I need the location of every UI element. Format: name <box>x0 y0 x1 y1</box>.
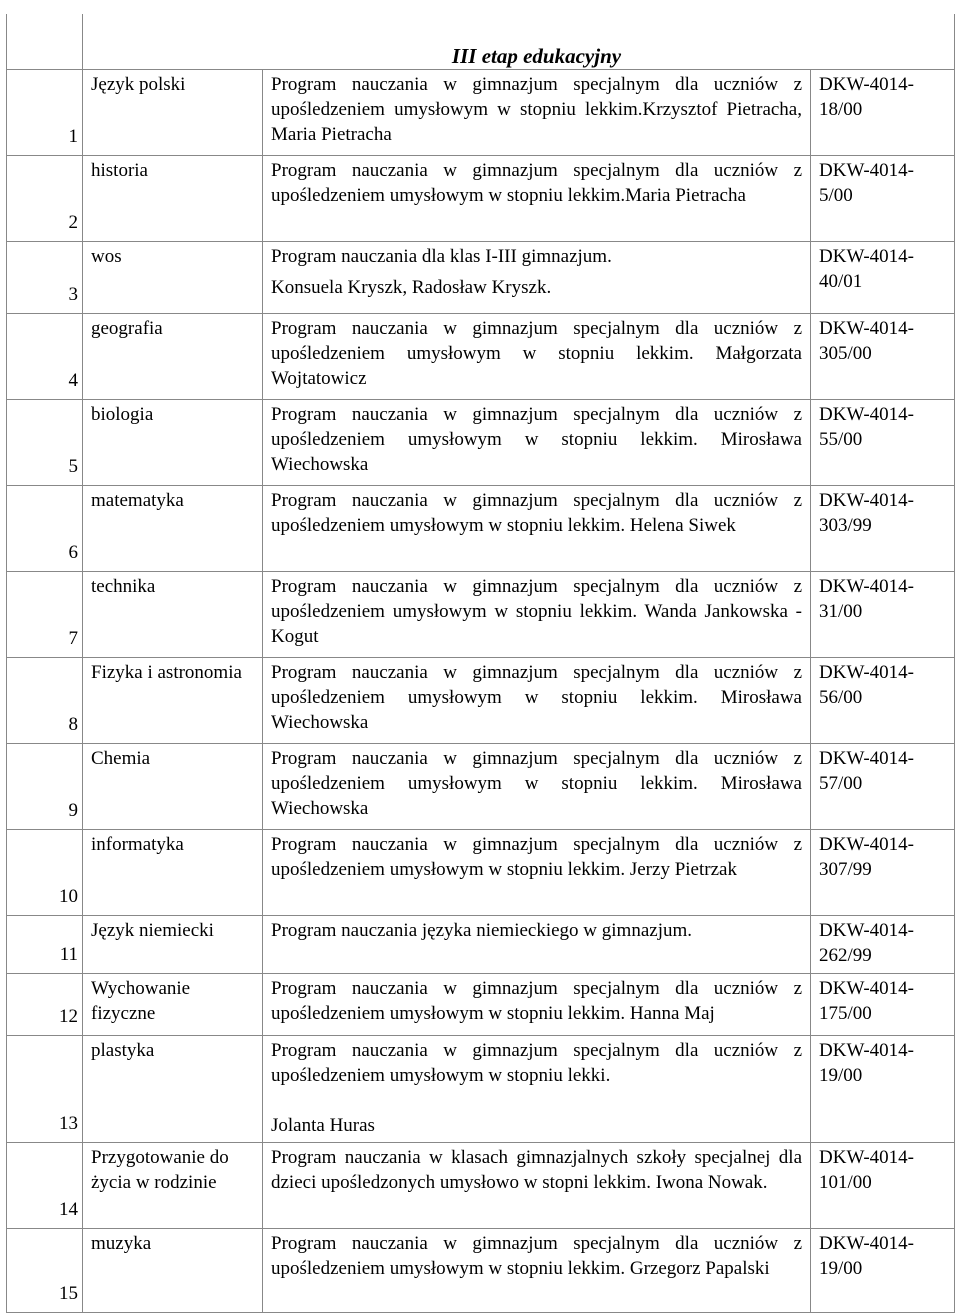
approval-number-cell <box>811 658 955 744</box>
row-number: 14 <box>7 1143 83 1229</box>
subject-name: matematyka <box>83 486 263 572</box>
curriculum-table <box>6 14 955 1313</box>
program-authors: Jolanta Huras <box>271 1115 375 1136</box>
subject-name: muzyka <box>83 1229 263 1313</box>
approval-number-suffix: 5/00 <box>819 185 853 206</box>
approval-number-suffix: 101/00 <box>819 1172 872 1193</box>
program-cell <box>263 70 811 156</box>
stage-title: III etap edukacyjny <box>263 14 811 70</box>
table-row <box>7 916 955 974</box>
subject-name: geografia <box>83 314 263 400</box>
table-row <box>7 744 955 830</box>
table-row <box>7 830 955 916</box>
approval-number-suffix: 40/01 <box>819 271 863 292</box>
program-cell <box>263 400 811 486</box>
row-number: 15 <box>7 1229 83 1313</box>
approval-number-prefix: DKW-4014- <box>819 404 914 425</box>
approval-number-prefix: DKW-4014- <box>819 662 914 683</box>
approval-number-prefix: DKW-4014- <box>819 1233 914 1254</box>
subject-name: Wychowanie fizyczne <box>83 974 263 1036</box>
approval-number-cell <box>811 974 955 1036</box>
subject-name: technika <box>83 572 263 658</box>
program-cell <box>263 744 811 830</box>
program-description: Program nauczania w gimnazjum specjalnym dla uczniów z upośledzeniem umysłowym w stopniu lekkim. Hanna Maj <box>271 978 802 1024</box>
approval-number-cell <box>811 400 955 486</box>
program-description: Program nauczania w gimnazjum specjalnym dla uczniów z upośledzeniem umysłowym w stopniu lekkim.Maria Pietracha <box>271 160 802 206</box>
approval-number-cell <box>811 830 955 916</box>
row-number: 8 <box>7 658 83 744</box>
approval-number-cell <box>811 1229 955 1313</box>
row-number: 13 <box>7 1036 83 1143</box>
approval-number-cell <box>811 916 955 974</box>
program-description: Program nauczania języka niemieckiego w gimnazjum. <box>271 920 693 941</box>
stage-title-row <box>7 14 955 70</box>
program-cell <box>263 314 811 400</box>
subject-name: wos <box>83 242 263 314</box>
table-row <box>7 486 955 572</box>
approval-number-prefix: DKW-4014- <box>819 576 914 597</box>
row-number: 3 <box>7 242 83 314</box>
program-cell <box>263 916 811 974</box>
row-number: 9 <box>7 744 83 830</box>
row-number: 5 <box>7 400 83 486</box>
table-row <box>7 400 955 486</box>
table-row <box>7 1036 955 1143</box>
approval-number-suffix: 18/00 <box>819 99 863 120</box>
program-cell <box>263 658 811 744</box>
program-description: Program nauczania w gimnazjum specjalnym dla uczniów z upośledzeniem umysłowym w stopniu lekkim. Mirosława Wiechowska <box>271 404 802 475</box>
table-row <box>7 572 955 658</box>
approval-number-suffix: 19/00 <box>819 1258 863 1279</box>
program-cell <box>263 1143 811 1229</box>
approval-number-suffix: 175/00 <box>819 1003 872 1024</box>
subject-name: Język niemiecki <box>83 916 263 974</box>
program-description: Program nauczania w gimnazjum specjalnym dla uczniów z upośledzeniem umysłowym w stopniu lekki. <box>271 1040 802 1086</box>
table-row <box>7 658 955 744</box>
program-description: Program nauczania w gimnazjum specjalnym dla uczniów z upośledzeniem umysłowym w stopniu lekkim.Krzysztof Pietracha, Maria Pietracha <box>271 74 802 145</box>
approval-number-cell <box>811 744 955 830</box>
subject-name: historia <box>83 156 263 242</box>
row-number: 10 <box>7 830 83 916</box>
program-description: Program nauczania w gimnazjum specjalnym dla uczniów z upośledzeniem umysłowym w stopniu lekkim. Helena Siwek <box>271 490 802 536</box>
program-description: Program nauczania w gimnazjum specjalnym dla uczniów z upośledzeniem umysłowym w stopniu lekkim. Grzegorz Papalski <box>271 1233 802 1279</box>
approval-number-cell <box>811 70 955 156</box>
approval-number-prefix: DKW-4014- <box>819 834 914 855</box>
table-row <box>7 70 955 156</box>
approval-number-cell <box>811 314 955 400</box>
table-row <box>7 156 955 242</box>
approval-number-prefix: DKW-4014- <box>819 920 914 941</box>
subject-name: plastyka <box>83 1036 263 1143</box>
approval-number-cell <box>811 572 955 658</box>
approval-number-suffix: 56/00 <box>819 687 863 708</box>
approval-number-cell <box>811 486 955 572</box>
row-number: 7 <box>7 572 83 658</box>
program-description: Program nauczania dla klas I-III gimnazjum. <box>271 246 612 267</box>
program-cell <box>263 242 811 314</box>
approval-number-prefix: DKW-4014- <box>819 318 914 339</box>
approval-number-suffix: 303/99 <box>819 515 872 536</box>
approval-number-prefix: DKW-4014- <box>819 1040 914 1061</box>
program-cell <box>263 1036 811 1143</box>
table-row <box>7 314 955 400</box>
program-cell <box>263 974 811 1036</box>
approval-number-prefix: DKW-4014- <box>819 1147 914 1168</box>
approval-number-cell <box>811 1143 955 1229</box>
program-cell <box>263 486 811 572</box>
table-row <box>7 1143 955 1229</box>
approval-number-prefix: DKW-4014- <box>819 748 914 769</box>
approval-number-cell <box>811 1036 955 1143</box>
approval-number-prefix: DKW-4014- <box>819 74 914 95</box>
program-cell <box>263 1229 811 1313</box>
subject-name: Przygotowanie do życia w rodzinie <box>83 1143 263 1229</box>
row-number: 12 <box>7 974 83 1036</box>
approval-number-suffix: 57/00 <box>819 773 863 794</box>
program-cell <box>263 156 811 242</box>
program-description: Program nauczania w gimnazjum specjalnym dla uczniów z upośledzeniem umysłowym w stopniu lekkim. Wanda Jankowska - Kogut <box>271 576 802 647</box>
row-number: 1 <box>7 70 83 156</box>
table-row <box>7 242 955 314</box>
table-row <box>7 1229 955 1313</box>
program-description: Program nauczania w gimnazjum specjalnym dla uczniów z upośledzeniem umysłowym w stopniu lekkim. Mirosława Wiechowska <box>271 662 802 733</box>
approval-number-prefix: DKW-4014- <box>819 246 914 267</box>
approval-number-cell <box>811 156 955 242</box>
row-number: 2 <box>7 156 83 242</box>
approval-number-suffix: 307/99 <box>819 859 872 880</box>
subject-name: Fizyka i astronomia <box>83 658 263 744</box>
program-cell <box>263 572 811 658</box>
program-description: Program nauczania w gimnazjum specjalnym dla uczniów z upośledzeniem umysłowym w stopniu lekkim. Małgorzata Wojtatowicz <box>271 318 802 389</box>
subject-name: Język polski <box>83 70 263 156</box>
table-row <box>7 974 955 1036</box>
subject-name: informatyka <box>83 830 263 916</box>
row-number: 4 <box>7 314 83 400</box>
program-description: Program nauczania w gimnazjum specjalnym dla uczniów z upośledzeniem umysłowym w stopniu lekkim. Jerzy Pietrzak <box>271 834 802 880</box>
approval-number-prefix: DKW-4014- <box>819 160 914 181</box>
approval-number-suffix: 19/00 <box>819 1065 863 1086</box>
approval-number-prefix: DKW-4014- <box>819 978 914 999</box>
program-cell <box>263 830 811 916</box>
subject-name: Chemia <box>83 744 263 830</box>
program-description: Program nauczania w klasach gimnazjalnych szkoły specjalnej dla dzieci upośledzonych umysłowo w stopni lekkim. Iwona Nowak. <box>271 1147 802 1193</box>
approval-number-cell <box>811 242 955 314</box>
approval-number-suffix: 31/00 <box>819 601 863 622</box>
program-description: Program nauczania w gimnazjum specjalnym dla uczniów z upośledzeniem umysłowym w stopniu lekkim. Mirosława Wiechowska <box>271 748 802 819</box>
approval-number-suffix: 55/00 <box>819 429 863 450</box>
approval-number-suffix: 305/00 <box>819 343 872 364</box>
row-number: 6 <box>7 486 83 572</box>
subject-name: biologia <box>83 400 263 486</box>
approval-number-prefix: DKW-4014- <box>819 490 914 511</box>
approval-number-suffix: 262/99 <box>819 945 872 966</box>
row-number: 11 <box>7 916 83 974</box>
program-authors: Konsuela Kryszk, Radosław Kryszk. <box>271 277 552 298</box>
